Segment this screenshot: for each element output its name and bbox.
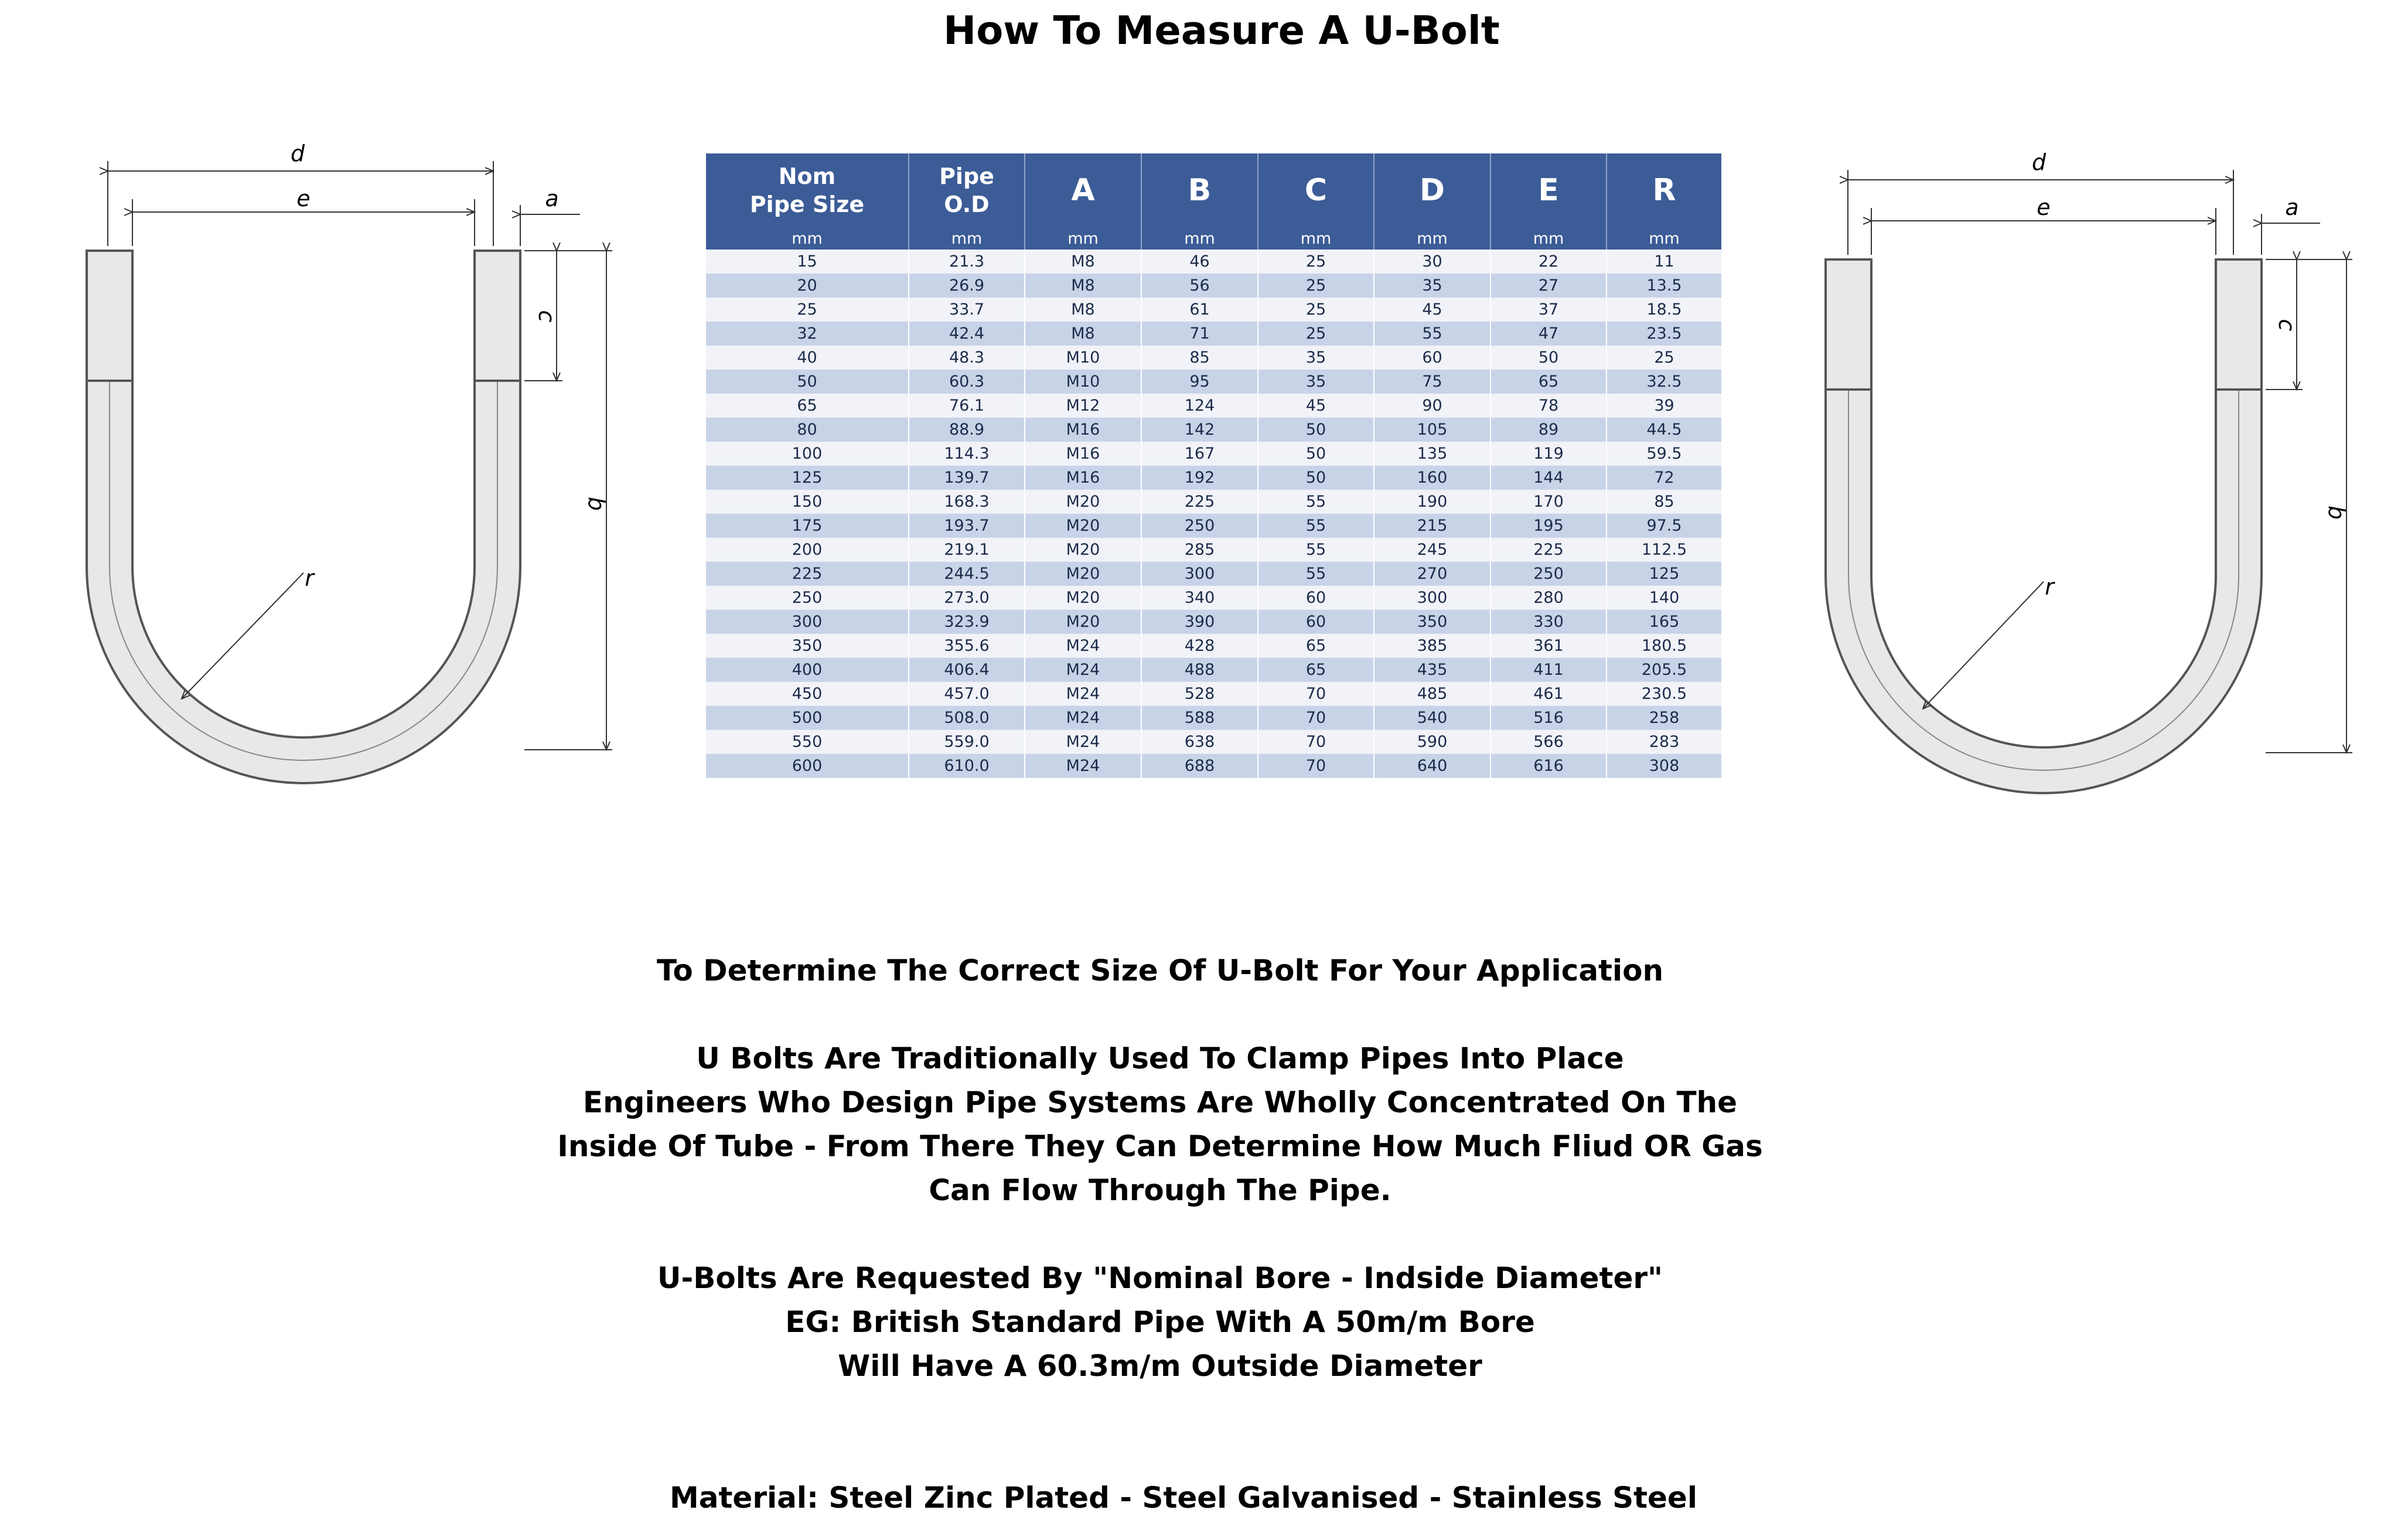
material-line: Material: Steel Zinc Plated - Steel Galvanised - Stainless Steel [670, 1481, 1697, 1515]
header-c: C [1258, 153, 1374, 227]
table-cell: M24 [1025, 634, 1141, 658]
table-cell: 250 [706, 586, 909, 610]
table-cell: 65 [706, 394, 909, 418]
table-cell: 39 [1607, 394, 1721, 418]
table-cell: 225 [706, 562, 909, 586]
table-cell: 428 [1141, 634, 1258, 658]
table-cell: 60 [1374, 346, 1490, 370]
table-cell: 640 [1374, 754, 1490, 778]
table-cell: 25 [1258, 298, 1374, 322]
table-cell: 140 [1607, 586, 1721, 610]
table-cell: 205.5 [1607, 658, 1721, 682]
table-cell: 200 [706, 538, 909, 562]
table-cell: 35 [1258, 370, 1374, 394]
table-cell: 80 [706, 418, 909, 442]
table-cell: 225 [1141, 490, 1258, 514]
u-bolt-diagram-right [1816, 149, 2367, 805]
table-cell: 11 [1607, 250, 1721, 274]
table-units-row [706, 227, 1721, 250]
table-cell: M24 [1025, 682, 1141, 706]
table-row [706, 682, 1721, 706]
label-c: c [2274, 319, 2300, 332]
table-cell: M20 [1025, 562, 1141, 586]
dim-line-r [1923, 582, 2044, 709]
table-cell: 48.3 [909, 346, 1025, 370]
table-cell: 135 [1374, 442, 1490, 466]
table-cell: 75 [1374, 370, 1490, 394]
table-cell: M16 [1025, 466, 1141, 490]
table-cell: M20 [1025, 610, 1141, 634]
table-cell: 330 [1490, 610, 1607, 634]
table-row [706, 322, 1721, 346]
label-d: d [290, 141, 305, 166]
table-cell: 355.6 [909, 634, 1025, 658]
table-cell: 165 [1607, 610, 1721, 634]
text-line: Can Flow Through The Pipe. [929, 1173, 1391, 1207]
table-cell: 160 [1374, 466, 1490, 490]
table-cell: 457.0 [909, 682, 1025, 706]
label-c: c [534, 310, 560, 323]
label-e: e [2037, 194, 2051, 220]
table-cell: 550 [706, 730, 909, 754]
table-row [706, 442, 1721, 466]
table-cell: M8 [1025, 298, 1141, 322]
table-row [706, 274, 1721, 298]
table-cell: 411 [1490, 658, 1607, 682]
table-row [706, 562, 1721, 586]
table-cell: M12 [1025, 394, 1141, 418]
table-cell: 219.1 [909, 538, 1025, 562]
table-cell: 461 [1490, 682, 1607, 706]
unit-cell: mm [1258, 227, 1374, 250]
table-cell: 192 [1141, 466, 1258, 490]
header-d: D [1374, 153, 1490, 227]
label-r: r [2045, 574, 2054, 600]
table-row [706, 370, 1721, 394]
table-cell: 50 [1258, 418, 1374, 442]
table-cell: M24 [1025, 730, 1141, 754]
table-cell: 25 [1258, 322, 1374, 346]
table-cell: 485 [1374, 682, 1490, 706]
table-cell: 600 [706, 754, 909, 778]
table-cell: 55 [1258, 490, 1374, 514]
table-cell: 167 [1141, 442, 1258, 466]
table-cell: 488 [1141, 658, 1258, 682]
table-cell: 285 [1141, 538, 1258, 562]
table-cell: 566 [1490, 730, 1607, 754]
table-cell: 60 [1258, 586, 1374, 610]
table-row [706, 466, 1721, 490]
table-row [706, 298, 1721, 322]
table-cell: 323.9 [909, 610, 1025, 634]
table-cell: 55 [1374, 322, 1490, 346]
table-cell: 361 [1490, 634, 1607, 658]
table-cell: 35 [1374, 274, 1490, 298]
table-cell: M8 [1025, 250, 1141, 274]
table-cell: 270 [1374, 562, 1490, 586]
table-cell: 350 [706, 634, 909, 658]
header-e: E [1490, 153, 1607, 227]
table-cell: 280 [1490, 586, 1607, 610]
table-cell: 638 [1141, 730, 1258, 754]
paragraph-pipe-clamping [0, 1037, 2320, 1212]
table-cell: 50 [1258, 442, 1374, 466]
text-line: Engineers Who Design Pipe Systems Are Wholly Concentrated On The [582, 1085, 1738, 1119]
table-cell: 300 [1374, 586, 1490, 610]
table-cell: 283 [1607, 730, 1721, 754]
table-cell: 45 [1374, 298, 1490, 322]
table-cell: 559.0 [909, 730, 1025, 754]
table-cell: 190 [1374, 490, 1490, 514]
table-cell: 390 [1141, 610, 1258, 634]
label-e: e [296, 186, 311, 211]
table-row [706, 730, 1721, 754]
table-row [706, 490, 1721, 514]
table-cell: 616 [1490, 754, 1607, 778]
text-line: Will Have A 60.3m/m Outside Diameter [838, 1349, 1482, 1383]
table-cell: 25 [706, 298, 909, 322]
table-cell: 528 [1141, 682, 1258, 706]
table-cell: 590 [1374, 730, 1490, 754]
unit-cell: mm [909, 227, 1025, 250]
text-line: EG: British Standard Pipe With A 50m/m Bore [785, 1305, 1535, 1339]
table-cell: 350 [1374, 610, 1490, 634]
unit-cell: mm [1607, 227, 1721, 250]
subheading: To Determine The Correct Size Of U-Bolt For Your Application [656, 954, 1664, 988]
table-cell: 65 [1258, 634, 1374, 658]
table-cell: 508.0 [909, 706, 1025, 730]
table-cell: 50 [1258, 466, 1374, 490]
table-cell: 40 [706, 346, 909, 370]
label-r: r [305, 565, 314, 591]
table-cell: 250 [1490, 562, 1607, 586]
table-cell: 60.3 [909, 370, 1025, 394]
table-cell: 55 [1258, 538, 1374, 562]
table-cell: 78 [1490, 394, 1607, 418]
table-cell: 105 [1374, 418, 1490, 442]
table-cell: 170 [1490, 490, 1607, 514]
table-cell: 26.9 [909, 274, 1025, 298]
label-b: b [2324, 505, 2349, 520]
table-cell: 65 [1258, 658, 1374, 682]
text-line: U Bolts Are Traditionally Used To Clamp Pipes Into Place [696, 1041, 1624, 1075]
table-row [706, 610, 1721, 634]
table-cell: 435 [1374, 658, 1490, 682]
table-cell: 37 [1490, 298, 1607, 322]
table-cell: 59.5 [1607, 442, 1721, 466]
table-cell: 89 [1490, 418, 1607, 442]
table-cell: 225 [1490, 538, 1607, 562]
table-cell: 688 [1141, 754, 1258, 778]
table-cell: 385 [1374, 634, 1490, 658]
table-cell: 100 [706, 442, 909, 466]
table-cell: 610.0 [909, 754, 1025, 778]
table-row [706, 514, 1721, 538]
dim-line-r [182, 573, 303, 699]
table-cell: 50 [706, 370, 909, 394]
text-line: Inside Of Tube - From There They Can Determine How Much Fliud OR Gas [557, 1129, 1763, 1163]
paragraph-nominal-bore [0, 1256, 2320, 1388]
table-cell: M20 [1025, 538, 1141, 562]
table-cell: 25 [1258, 250, 1374, 274]
u-bolt-shape [87, 251, 520, 783]
table-cell: 61 [1141, 298, 1258, 322]
table-cell: 30 [1374, 250, 1490, 274]
table-cell: 27 [1490, 274, 1607, 298]
table-row [706, 250, 1721, 274]
table-row [706, 634, 1721, 658]
table-cell: 55 [1258, 562, 1374, 586]
table-cell: 300 [1141, 562, 1258, 586]
table-cell: 13.5 [1607, 274, 1721, 298]
table-cell: 85 [1141, 346, 1258, 370]
table-cell: M20 [1025, 514, 1141, 538]
table-cell: 97.5 [1607, 514, 1721, 538]
unit-cell: mm [706, 227, 909, 250]
unit-cell: mm [1374, 227, 1490, 250]
table-cell: 195 [1490, 514, 1607, 538]
table-cell: 32.5 [1607, 370, 1721, 394]
table-row [706, 706, 1721, 730]
table-cell: 47 [1490, 322, 1607, 346]
table-cell: 25 [1607, 346, 1721, 370]
table-cell: M8 [1025, 322, 1141, 346]
table-cell: 76.1 [909, 394, 1025, 418]
table-cell: 540 [1374, 706, 1490, 730]
table-cell: M24 [1025, 706, 1141, 730]
table-cell: 60 [1258, 610, 1374, 634]
table-cell: M20 [1025, 586, 1141, 610]
table-cell: 35 [1258, 346, 1374, 370]
table-row [706, 418, 1721, 442]
table-cell: 215 [1374, 514, 1490, 538]
table-cell: 308 [1607, 754, 1721, 778]
table-cell: 119 [1490, 442, 1607, 466]
table-row [706, 754, 1721, 778]
label-a: a [545, 186, 559, 211]
table-cell: 88.9 [909, 418, 1025, 442]
table-cell: 20 [706, 274, 909, 298]
table-cell: 175 [706, 514, 909, 538]
table-cell: 245 [1374, 538, 1490, 562]
table-cell: 22 [1490, 250, 1607, 274]
table-cell: 516 [1490, 706, 1607, 730]
table-cell: 55 [1258, 514, 1374, 538]
table-cell: 258 [1607, 706, 1721, 730]
table-cell: M20 [1025, 490, 1141, 514]
table-cell: 42.4 [909, 322, 1025, 346]
table-cell: 70 [1258, 754, 1374, 778]
table-cell: 46 [1141, 250, 1258, 274]
table-cell: 406.4 [909, 658, 1025, 682]
table-cell: 114.3 [909, 442, 1025, 466]
header-b: B [1141, 153, 1258, 227]
table-cell: M16 [1025, 418, 1141, 442]
unit-cell: mm [1141, 227, 1258, 250]
table-cell: M10 [1025, 370, 1141, 394]
table-cell: 142 [1141, 418, 1258, 442]
table-cell: M8 [1025, 274, 1141, 298]
label-a: a [2285, 194, 2299, 220]
table-cell: 65 [1490, 370, 1607, 394]
table-cell: 71 [1141, 322, 1258, 346]
table-cell: 33.7 [909, 298, 1025, 322]
table-cell: 15 [706, 250, 909, 274]
table-cell: 44.5 [1607, 418, 1721, 442]
table-cell: M24 [1025, 658, 1141, 682]
table-cell: 300 [706, 610, 909, 634]
table-cell: 56 [1141, 274, 1258, 298]
table-cell: 70 [1258, 730, 1374, 754]
table-cell: 450 [706, 682, 909, 706]
table-cell: 85 [1607, 490, 1721, 514]
table-cell: 90 [1374, 394, 1490, 418]
header-a: A [1025, 153, 1141, 227]
table-cell: 70 [1258, 682, 1374, 706]
table-cell: 23.5 [1607, 322, 1721, 346]
table-cell: 25 [1258, 274, 1374, 298]
table-cell: 125 [706, 466, 909, 490]
table-cell: 273.0 [909, 586, 1025, 610]
table-row [706, 586, 1721, 610]
header-r: R [1607, 153, 1721, 227]
label-b: b [584, 496, 609, 511]
table-cell: 500 [706, 706, 909, 730]
table-cell: 588 [1141, 706, 1258, 730]
table-cell: 18.5 [1607, 298, 1721, 322]
table-cell: 250 [1141, 514, 1258, 538]
table-row [706, 394, 1721, 418]
table-cell: 125 [1607, 562, 1721, 586]
table-row [706, 346, 1721, 370]
table-cell: 139.7 [909, 466, 1025, 490]
unit-cell: mm [1025, 227, 1141, 250]
text-line: U-Bolts Are Requested By "Nominal Bore - Indside Diameter" [657, 1261, 1663, 1295]
table-cell: 50 [1490, 346, 1607, 370]
u-bolt-shape [1826, 259, 2262, 793]
table-cell: 244.5 [909, 562, 1025, 586]
table-cell: M16 [1025, 442, 1141, 466]
header-nom-pipe-size: Nom Pipe Size [706, 153, 909, 227]
table-cell: 150 [706, 490, 909, 514]
table-cell: 72 [1607, 466, 1721, 490]
label-d: d [2031, 149, 2047, 175]
table-cell: 340 [1141, 586, 1258, 610]
table-cell: M10 [1025, 346, 1141, 370]
table-cell: 180.5 [1607, 634, 1721, 658]
table-cell: 230.5 [1607, 682, 1721, 706]
table-cell: 193.7 [909, 514, 1025, 538]
table-cell: 400 [706, 658, 909, 682]
table-row [706, 538, 1721, 562]
page-title: How To Measure A U-Bolt [943, 8, 1500, 53]
u-bolt-diagram-left [76, 141, 627, 797]
table-cell: 168.3 [909, 490, 1025, 514]
table-cell: 112.5 [1607, 538, 1721, 562]
table-cell: 45 [1258, 394, 1374, 418]
header-pipe-od: Pipe O.D [909, 153, 1025, 227]
table-cell: 21.3 [909, 250, 1025, 274]
u-bolt-size-table [706, 153, 1721, 778]
table-header-row [706, 153, 1721, 227]
table-cell: 144 [1490, 466, 1607, 490]
table-cell: 70 [1258, 706, 1374, 730]
table-row [706, 658, 1721, 682]
unit-cell: mm [1490, 227, 1607, 250]
table-cell: 95 [1141, 370, 1258, 394]
table-cell: 32 [706, 322, 909, 346]
table-cell: 124 [1141, 394, 1258, 418]
table-cell: M24 [1025, 754, 1141, 778]
